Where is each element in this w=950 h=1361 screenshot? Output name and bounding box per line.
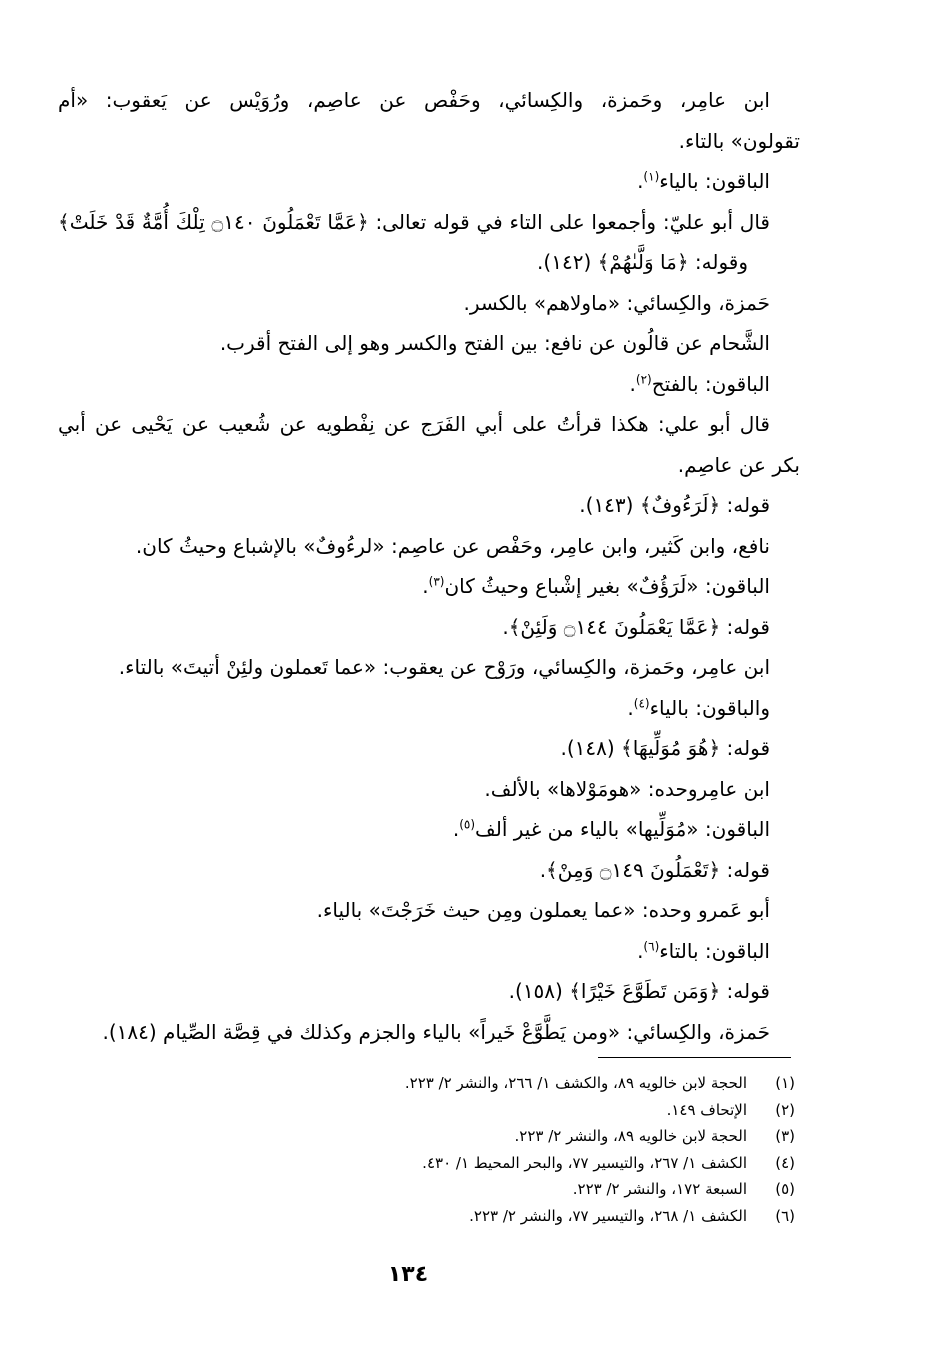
- text-line: [58, 769, 800, 810]
- text-line: [58, 809, 800, 850]
- line-text: بكر عن عاصِم.: [677, 452, 800, 477]
- footnote-reference: (١): [643, 169, 660, 184]
- line-text: ابن عامِر، وحَمزة، والكِسائي، وحَفْص عن عاصِم، ورُوَيْس عن يَعقوب: «أم: [58, 88, 770, 112]
- line-end-punctuation: .: [627, 695, 634, 720]
- text-line: [58, 121, 800, 162]
- footnote: [150, 1176, 795, 1203]
- text-line: [58, 161, 800, 202]
- footnote-reference: (٥): [459, 817, 476, 832]
- line-end-punctuation: .: [637, 169, 644, 193]
- footnote-text: الحجة لابن خالويه ٨٩، والكشف ١/ ٢٦٦، والنشر ٢/ ٢٢٣.: [404, 1074, 747, 1092]
- footnote-number: (٣): [775, 1127, 795, 1146]
- footnotes: [150, 1070, 795, 1230]
- text-line: [58, 607, 800, 648]
- footnote-text: السبعة ١٧٢، والنشر ٢/ ٢٢٣.: [572, 1180, 747, 1199]
- line-text: تقولون» بالتاء.: [678, 128, 800, 153]
- main-text: [58, 80, 800, 1052]
- line-text: الباقون: بالياء: [659, 169, 770, 193]
- footnote-reference: (٦): [643, 938, 660, 953]
- footnote: [150, 1070, 795, 1097]
- text-line: [58, 647, 800, 688]
- footnote-number: (٦): [775, 1206, 795, 1225]
- line-text: الشَّحام عن قالُون عن نافع: بين الفتح والكسر وهو إلى الفتح أقرب.: [219, 331, 770, 355]
- line-text: قال أبو علي: هكذا قرأتُ على أبي الفَرَج عن نِفْطويه عن شُعيب عن يَحْيى عن أبي: [58, 412, 770, 436]
- footnote-reference: (٢): [635, 371, 652, 386]
- line-text: قوله: ﴿لَرَءُوفٌ﴾ (١٤٣).: [579, 493, 770, 517]
- footnote-text: الإتحاف ١٤٩.: [666, 1100, 747, 1119]
- page-number: ١٣٤: [387, 1262, 429, 1287]
- text-line: [58, 80, 800, 121]
- line-text: والباقون: بالياء: [649, 695, 770, 720]
- footnote-number: (٤): [775, 1153, 795, 1172]
- text-line: [58, 323, 800, 364]
- line-end-punctuation: .: [422, 574, 429, 598]
- line-text: ابن عامِروحده: «هومَوْلاها» بالألف.: [484, 776, 770, 801]
- text-line: [58, 971, 800, 1012]
- text-line: [58, 485, 800, 526]
- line-end-punctuation: .: [637, 938, 644, 963]
- footnote-number: (١): [775, 1074, 795, 1092]
- footnote: [150, 1150, 795, 1177]
- footnote-reference: (٤): [633, 695, 650, 710]
- text-line: [58, 404, 800, 445]
- line-text: وقوله: ﴿مَا وَلَّىٰهُمْ﴾ (١٤٢).: [537, 250, 748, 274]
- text-line: [58, 688, 800, 729]
- footnote: [150, 1123, 795, 1150]
- line-text: الباقون: بالتاء: [659, 938, 770, 963]
- line-text: حَمزة، والكِسائي: «ماولاهم» بالكسر.: [463, 290, 770, 315]
- line-text: حَمزة، والكِسائي: «ومن يَطَّوَّعْ خَيراً» بالياء والجزم وكذلك في قِصَّة الصِّيام (١٨٤).: [102, 1019, 770, 1044]
- line-text: الباقون: «لَرَؤُفٌ» بغير إشْباع وحيثُ كان: [444, 574, 770, 598]
- footnote-reference: (٣): [428, 574, 445, 589]
- line-end-punctuation: .: [629, 371, 636, 396]
- footnote-text: الكشف ١/ ٢٦٧، والتيسير ٧٧، والبحر المحيط ١/ ٤٣٠.: [422, 1153, 747, 1172]
- text-line: [58, 242, 800, 283]
- text-line: [58, 202, 800, 243]
- text-line: [58, 1012, 800, 1053]
- line-text: ابن عامِر، وحَمزة، والكِسائي، ورَوْح عن يعقوب: «عما تَعملون ولئِنْ أتيتَ» بالتاء.: [118, 655, 770, 679]
- footnote: [150, 1203, 795, 1230]
- text-line: [58, 566, 800, 607]
- line-text: قوله: ﴿هُوَ مُوَلِّيهَا﴾ (١٤٨).: [560, 736, 770, 760]
- footnote-separator: [598, 1057, 791, 1058]
- line-text: الباقون: بالفتح: [651, 371, 770, 396]
- line-text: الباقون: «مُوَلِّيها» بالياء من غير ألف: [475, 817, 770, 841]
- footnote-number: (٢): [775, 1100, 795, 1119]
- footnote: [150, 1097, 795, 1124]
- text-line: [58, 526, 800, 567]
- footnote-text: الكشف ١/ ٢٦٨، والتيسير ٧٧، والنشر ٢/ ٢٢٣.: [469, 1206, 747, 1225]
- text-line: [58, 445, 800, 486]
- line-text: نافع، وابن كَثير، وابن عامِر، وحَفْص عن عاصِم: «لرءُوفٌ» بالإشباع وحيثُ كان.: [135, 533, 770, 558]
- text-line: [58, 364, 800, 405]
- text-line: [58, 728, 800, 769]
- line-text: قوله: ﴿تَعْمَلُونَ ۝١٤٩ وَمِنْ﴾.: [539, 857, 770, 882]
- line-text: أبو عَمرو وحده: «عما يعملون ومِن حيث خَرَجْتَ» بالياء.: [316, 898, 770, 922]
- text-line: [58, 890, 800, 931]
- text-line: [58, 283, 800, 324]
- line-text: قوله: ﴿عَمَّا يَعْمَلُونَ ۝١٤٤ وَلَئِنْ﴾.: [502, 614, 770, 639]
- line-text: قال أبو عليّ: وأجمعوا على التاء في قوله تعالى: ﴿عَمَّا تَعْمَلُونَ ۝١٤٠ تِلْكَ أُمَّةٌ قَدْ خَلَتْ﴾: [58, 209, 770, 234]
- text-line: [58, 931, 800, 972]
- line-end-punctuation: .: [452, 817, 460, 841]
- line-text: قوله: ﴿وَمَن تَطَوَّعَ خَيْرًا﴾ (١٥٨).: [508, 979, 770, 1003]
- footnote-text: الحجة لابن خالويه ٨٩، والنشر ٢/ ٢٢٣.: [514, 1127, 747, 1146]
- footnote-number: (٥): [775, 1180, 795, 1199]
- text-line: [58, 850, 800, 891]
